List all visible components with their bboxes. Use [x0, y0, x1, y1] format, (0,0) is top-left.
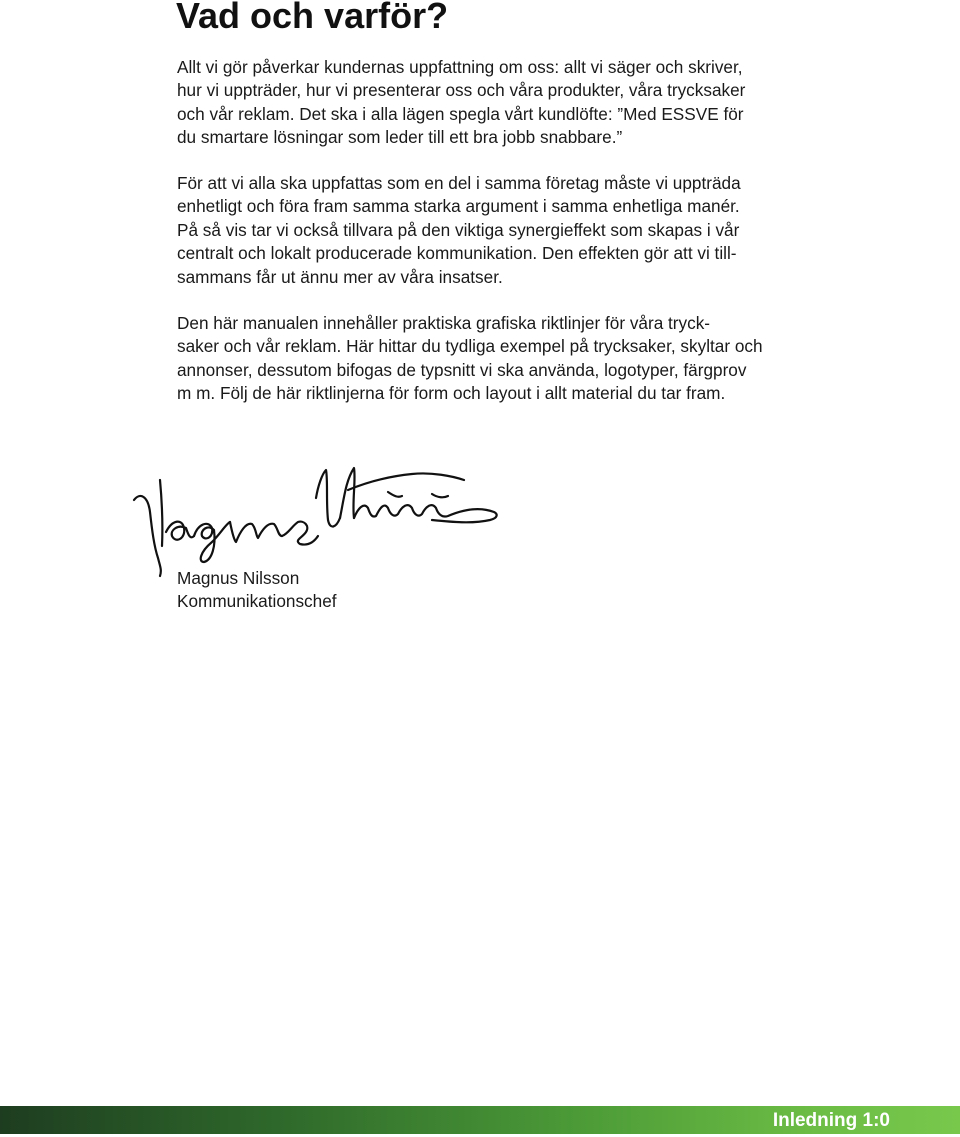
- signer-name: Magnus Nilsson: [177, 568, 300, 588]
- manual-paragraph: [177, 312, 797, 406]
- text-line: För att vi alla ska uppfattas som en del i samma företag måste vi uppträda: [177, 173, 741, 193]
- text-line: enhetligt och föra fram samma starka argument i samma enhetliga manér.: [177, 196, 740, 217]
- text-line: Den här manualen innehåller praktiska grafiska riktlinjer för våra tryck-: [177, 313, 711, 333]
- signer-role: Kommunikationschef: [177, 591, 337, 612]
- page-title: Vad och varför?: [176, 0, 449, 36]
- unity-paragraph: [177, 172, 797, 289]
- text-line: sammans får ut ännu mer av våra insatser.: [177, 266, 503, 287]
- text-line: Allt vi gör påverkar kundernas uppfattning om oss: allt vi säger och skriver,: [177, 57, 743, 77]
- text-line: centralt och lokalt producerade kommunikation. Den effekten gör att vi till-: [177, 243, 737, 264]
- text-line: På så vis tar vi också tillvara på den viktiga synergieffekt som skapas i vår: [177, 219, 740, 240]
- text-line: m m. Följ de här riktlinjerna för form och layout i allt material du tar fram.: [177, 383, 726, 404]
- handwritten-signature: [132, 462, 507, 582]
- text-line: du smartare lösningar som leder till ett bra jobb snabbare.”: [177, 127, 623, 148]
- text-line: annonser, dessutom bifogas de typsnitt vi ska använda, logotyper, färgprov: [177, 359, 747, 380]
- text-line: och vår reklam. Det ska i alla lägen spegla vårt kundlöfte: ”Med ESSVE för: [177, 103, 744, 124]
- text-line: saker och vår reklam. Här hittar du tydliga exempel på trycksaker, skyltar och: [177, 336, 763, 357]
- intro-paragraph: [177, 56, 797, 150]
- section-page-label: Inledning 1:0: [772, 1110, 890, 1131]
- text-line: hur vi uppträder, hur vi presenterar oss och våra produkter, våra trycksaker: [177, 80, 746, 101]
- signer-block: [177, 567, 337, 614]
